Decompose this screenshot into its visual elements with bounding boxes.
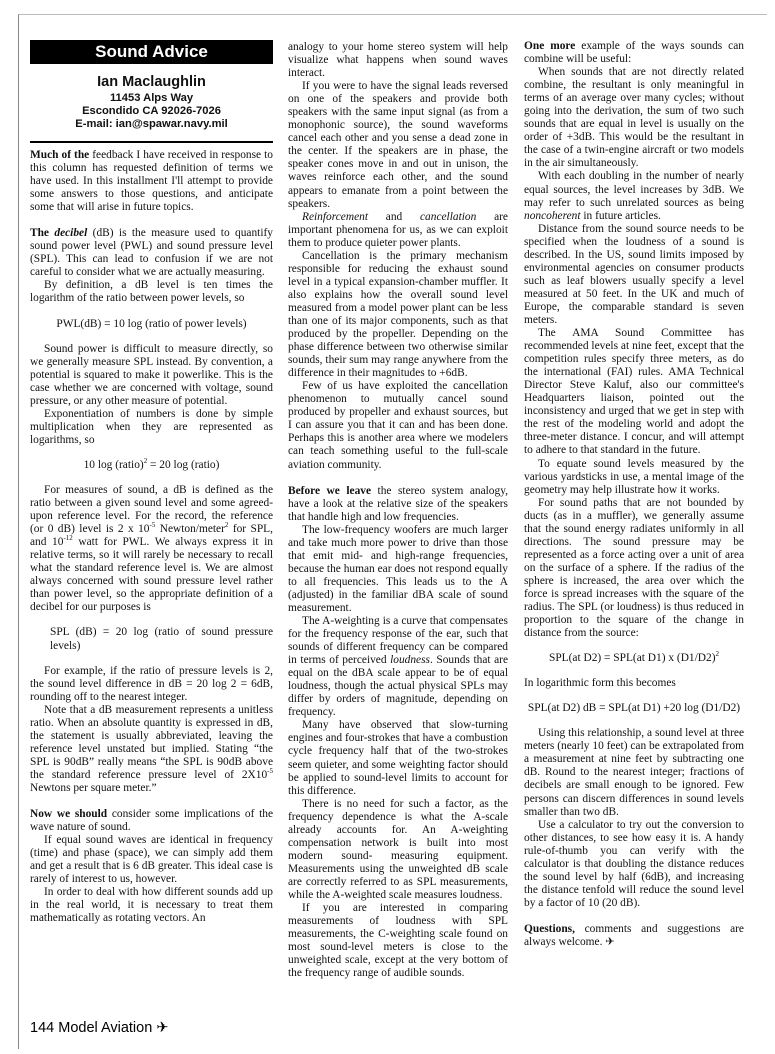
paragraph: Using this relationship, a sound level at three meters (nearly 10 feet) can be extrapolated from a measurement at nine feet by subtracting one dB. Round to the nearest integer; fractions of decibels are small enough to be ignored. Few persons can discern differences in sound levels smaller than two dB. (524, 727, 744, 818)
paragraph: Few of us have exploited the cancellation phenomenon to mutually cancel sound produced by propeller and exhaust sources, but I can assure you that it can and has been done. Perhaps this is another area where we modelers can teach something useful to the full-scale aviation community. (288, 380, 508, 471)
paragraph: Sound power is difficult to measure directly, so we generally measure SPL instead. By convention, a potential is squared to make it powerlike. This is the case whether we are concerned with voltage, sound pressure, or any other measure of potential. (30, 342, 273, 407)
author-name: Ian Maclaughlin (97, 74, 206, 90)
paragraph: There is no need for such a factor, as the frequency dependence is what the A-scale already accounts for. An A-weighting compensation network is built into most modern sound- measuring equipment. Measurements using the unweighted dB scale are correctly referred to as SPL measurements, while the A-weighted scale measures loudness. (288, 797, 508, 901)
paragraph: Much of the feedback I have received in response to this column has requested definition of terms we have used. In this installment I'll attempt to provide some answers to those questions, and anticipate some that will arise in future topics. (30, 149, 273, 214)
paragraph: If you are interested in comparing measurements of loudness with SPL measurements, the C-weighting scale found on most sound-level meters is close to the unweighted scale, except at the very bottom of the frequency range of audible sounds. (288, 902, 508, 980)
equation: SPL(at D2) = SPL(at D1) x $(D1/D2)^2$ (548, 650, 719, 665)
paragraph: By definition, a dB level is ten times the logarithm of the ratio between power levels, so (30, 279, 273, 305)
airplane-icon: ✈ (156, 1020, 169, 1036)
paragraph: For example, if the ratio of pressure levels is 2, the sound level difference in dB = 20 log 2 = 6dB, rounding off to the nearest integer. (30, 664, 273, 703)
author-address-2: Escondido CA 92026-7026 (82, 105, 221, 117)
paragraph: Exponentiation of numbers is done by simple multiplication when they are represented as logarithms, so (30, 407, 273, 446)
paragraph: Now we should consider some implications of the wave nature of sound. (30, 808, 274, 834)
paragraph: Use a calculator to try out the conversion to other distances, to see how easy it is. A handy rule-of-thumb you can verify with the calculator is that doubling the distance reduces the sound level by half (6dB), and increasing the distance tenfold will reduce the sound level by a factor of 10 (20 dB). (524, 818, 744, 909)
paragraph: The low-frequency woofers are much larger and take much more power to drive than those that emit mid- and high-range frequencies, because the human ear does not respond equally to all frequencies. This leads us to the A (adjusted) in the familiar dBA scale of sound measurement. (288, 523, 508, 614)
magazine-name: Model Aviation (58, 1020, 153, 1036)
paragraph: When sounds that are not directly related combine, the resultant is only meaningful in terms of an average over many cycles; without going into the derivation, the sum of two such sounds that are equal in level is usually on the order of +3dB. This would be the resultant in the case of a twin-engine aircraft or two models in the air simultaneously. (524, 66, 744, 170)
airplane-icon: ✈ (605, 936, 615, 948)
paragraph: Reinforcement and cancellation are important phenomena for us, as we can exploit them to produce quieter power plants. (288, 210, 508, 249)
column-title: Sound Advice (30, 40, 273, 64)
equation: SPL(at D2) dB = SPL(at D1) +20 log (D1/D2) (527, 702, 741, 715)
paragraph: One more example of the ways sounds can combine will be useful: (524, 40, 744, 66)
paragraph: Before we leave the stereo system analogy, have a look at the relative size of the speakers that handle high and low frequencies. (288, 484, 508, 523)
paragraph: In logarithmic form this becomes (524, 677, 676, 690)
paragraph: Many have observed that slow-turning engines and four-strokes that have a combustion cycle frequency half that of the two-strokes seem quieter, and some weighting factor should be applied to sound-level limits to account for this difference. (288, 719, 508, 797)
column-3 (524, 40, 744, 949)
equation: 10 log (ratio)$^2$ = 20 log (ratio) (83, 457, 220, 471)
author-email: E-mail: ian@spawar.navy.mil (75, 118, 228, 130)
author-block (30, 72, 273, 131)
equation: PWL(dB) = 10 log (ratio of power levels) (56, 317, 247, 330)
paragraph: The AMA Sound Committee has recommended levels at nine feet, except that the competition rules specify three meters, as do the international (FAI) rules. AMA Technical Director Steve Kaluf, also our committee's Headquarters liaison, pointed out the inconsistency and urged that we get in step with the rest of the modeling world and adopt the three-meter distance. I concur, and will attempt to adhere to that standard in the future. (524, 327, 744, 457)
paragraph: The decibel (dB) is the measure used to quantify sound power level (PWL) and sound pressure level (SPL). This can lead to confusion if we are not careful to consider what we are actually measuring. (30, 227, 273, 279)
column-2 (288, 41, 508, 980)
page-number: 144 (30, 1020, 55, 1036)
paragraph: If equal sound waves are identical in frequency (time) and phase (space), we can simply add them and get a result that is 6 dB greater. This ideal case is rarely of interest to us, however. (30, 834, 273, 886)
author-address-1: 11453 Alps Way (109, 92, 194, 104)
header-rule (30, 141, 273, 143)
paragraph: analogy to your home stereo system will help visualize what happens when sound waves interact. (288, 41, 508, 80)
paragraph: In order to deal with how different sounds add up in the real world, it is necessary to treat them mathematically as rotating vectors. An (30, 886, 273, 925)
paragraph: Cancellation is the primary mechanism responsible for reducing the exhaust sound level in a typical expansion-chamber muffler. It also explains how the overall sound level measured from a model power plant can be less than one of its major components, such as that produced by the propeller. Depending on the phase difference between two otherwise similar sounds, their sum may range anywhere from the difference in their magnitudes to +6dB. (288, 249, 508, 380)
paragraph: Distance from the sound source needs to be specified when the loudness of a sound is described. In the US, sound limits imposed by environmental agencies on consumer products such as leaf blowers usually specify a level measured at 50 feet. In the UK and much of Europe, the comparable standard is seven meters. (524, 222, 744, 326)
paragraph: The A-weighting is a curve that compensates for the frequency response of the ear, such that sounds of different frequency can be compared in terms of perceived loudness. Sounds that are equal on the dBA scale appear to be of equal loudness, though the actual physical SPLs may differ by orders of magnitude, depending on frequency. (288, 615, 508, 719)
column-1 (30, 40, 273, 925)
equation: SPL (dB) = 20 log (ratio of sound pressure levels) (50, 626, 273, 652)
paragraph: Questions, comments and suggestions are always welcome. ✈ (524, 922, 744, 948)
paragraph: With each doubling in the number of nearly equal sources, the level increases by 3dB. We may refer to such unrelated sources as being noncoherent in future articles. (524, 170, 744, 222)
paragraph: If you were to have the signal leads reversed on one of the speakers and provide both speakers with the same input signal (as from a monophonic source), the sound waveforms cancel each other and you sense a dead zone in the center. If the speakers are in phase, the speaker cones move in and out in unison, the waves reinforce each other, and the sound appears to emanate from a point between the speakers. (288, 80, 508, 210)
paragraph: For sound paths that are not bounded by ducts (as in a muffler), we generally assume that the sound energy radiates uniformly in all directions. The sound pressure may be represented as a force acting over a unit of area on the surface of a sphere. If the radius of the sphere is increased, the area over which the force is spread increases with the square of the radius. The SPL (or loudness) is thus reduced in proportion to the square of the change in distance from the source: (524, 496, 744, 640)
page-footer (30, 1020, 168, 1036)
paragraph: To equate sound levels measured by the various yardsticks in use, a mental image of the geometry may help illustrate how it works. (524, 457, 744, 496)
paragraph: Note that a dB measurement represents a unitless ratio. When an absolute quantity is expressed in dB, the statement is usually abbreviated, leaving the reference level unstated but implied. Stating “the SPL is 90dB” really means “the SPL is 90dB above the standard reference pressure level of $2X10^{-5}$ Newtons per square meter.” (30, 703, 273, 794)
paragraph: For measures of sound, a dB is defined as the ratio between a given sound level and some agreed-upon reference level. For the record, the reference (or 0 dB) level is 2 x $10^{-5}$ Newton/meter$^2$ for SPL, and $10^{-12}$ watt for PWL. We always express it in relative terms, so it will rarely be necessary to recall what the standard reference level is. We are almost always concerned with sound pressure level rather than power level, so the appropriate definition of a decibel for our purposes is (30, 483, 274, 614)
